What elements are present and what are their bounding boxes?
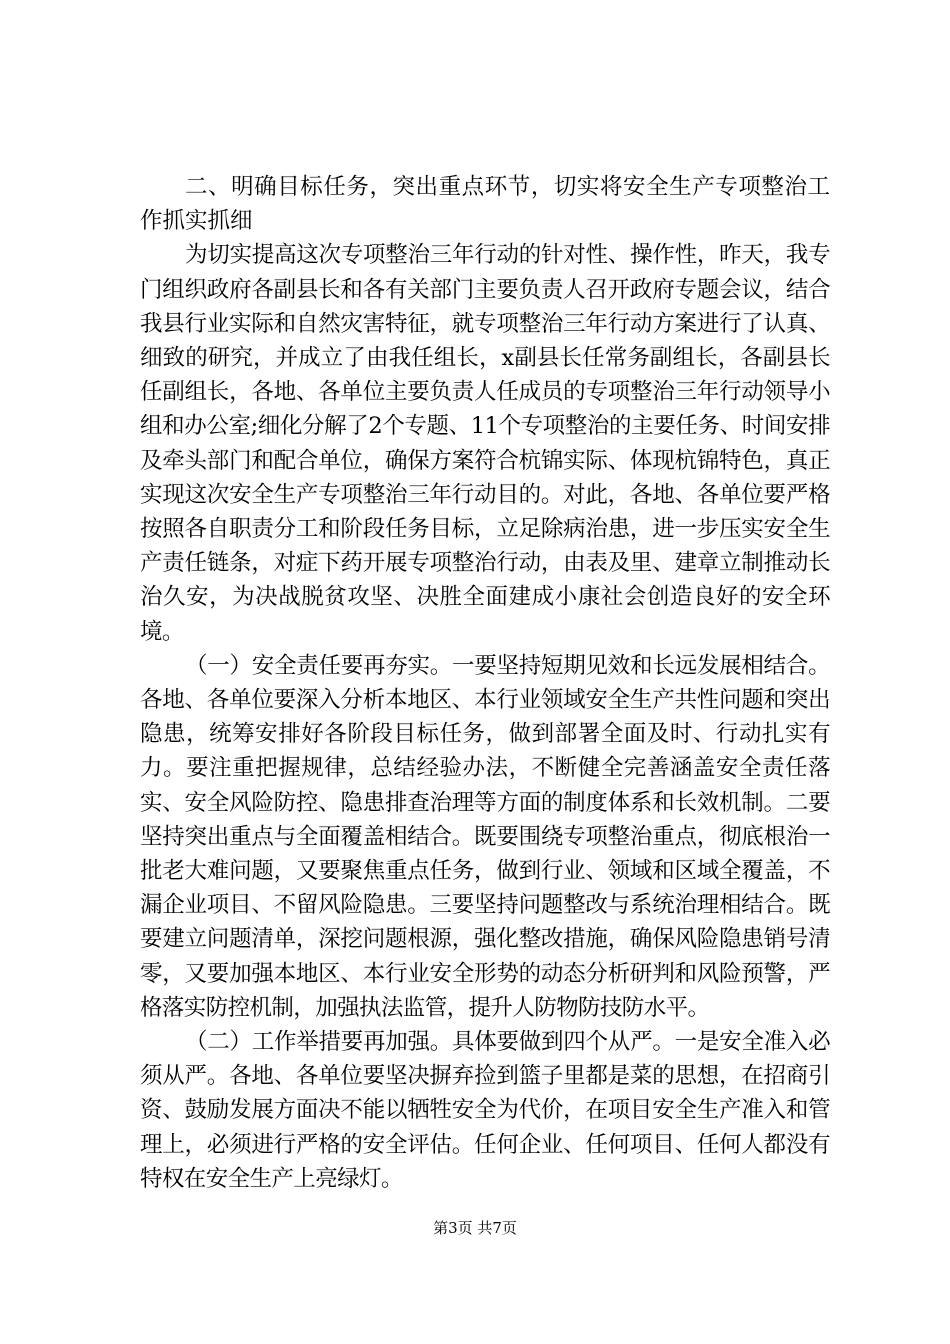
section-heading: 二、明确目标任务，突出重点环节，切实将安全生产专项整治工作抓实抓细 xyxy=(140,174,830,235)
body-paragraph: （一）安全责任要再夯实。一要坚持短期见效和长远发展相结合。各地、各单位要深入分析本地区、本行业领域安全生产共性问题和突出隐患，统筹安排好各阶段目标任务，做到部署全面及时、行动扎实有力。要注重把握规律，总结经验办法，不断健全完善涵盖安全责任落实、安全风险防控、隐患排查治理等方面的制度体系和长效机制。二要坚持突出重点与全面覆盖相结合。既要围绕专项整治重点，彻底根治一批老大难问题，又要聚焦重点任务，做到行业、领域和区域全覆盖，不漏企业项目、不留风险隐患。三要坚持问题整改与系统治理相结合。既要建立问题清单，深挖问题根源，强化整改措施，确保风险隐患销号清零，又要加强本地区、本行业安全形势的动态分析研判和风险预警，严格落实防控机制，加强执法监管，提升人防物防技防水平。 xyxy=(140,652,830,1021)
document-body xyxy=(140,170,830,1196)
body-paragraph: 为切实提高这次专项整治三年行动的针对性、操作性，昨天，我专门组织政府各副县长和各有关部门主要负责人召开政府专题会议，结合我县行业实际和自然灾害特征，就专项整治三年行动方案进行了认真、细致的研究，并成立了由我任组长，x副县长任常务副组长，各副县长任副组长，各地、各单位主要负责人任成员的专项整治三年行动领导小组和办公室;细化分解了2个专题、11个专项整治的主要任务、时间安排及牵头部门和配合单位，确保方案符合杭锦实际、体现杭锦特色，真正实现这次安全生产专项整治三年行动目的。对此，各地、各单位要严格按照各自职责分工和阶段任务目标，立足除病治患，进一步压实安全生产责任链条，对症下药开展专项整治行动，由表及里、建章立制推动长治久安，为决战脱贫攻坚、决胜全面建成小康社会创造良好的安全环境。 xyxy=(140,242,830,645)
page-number-footer: 第3页 共7页 xyxy=(433,1219,517,1237)
body-paragraph: （二）工作举措要再加强。具体要做到四个从严。一是安全准入必须从严。各地、各单位要坚决摒弃捡到篮子里都是菜的思想，在招商引资、鼓励发展方面决不能以牺牲安全为代价，在项目安全生产准入和管理上，必须进行严格的安全评估。任何企业、任何项目、任何人都没有特权在安全生产上亮绿灯。 xyxy=(140,1029,830,1192)
